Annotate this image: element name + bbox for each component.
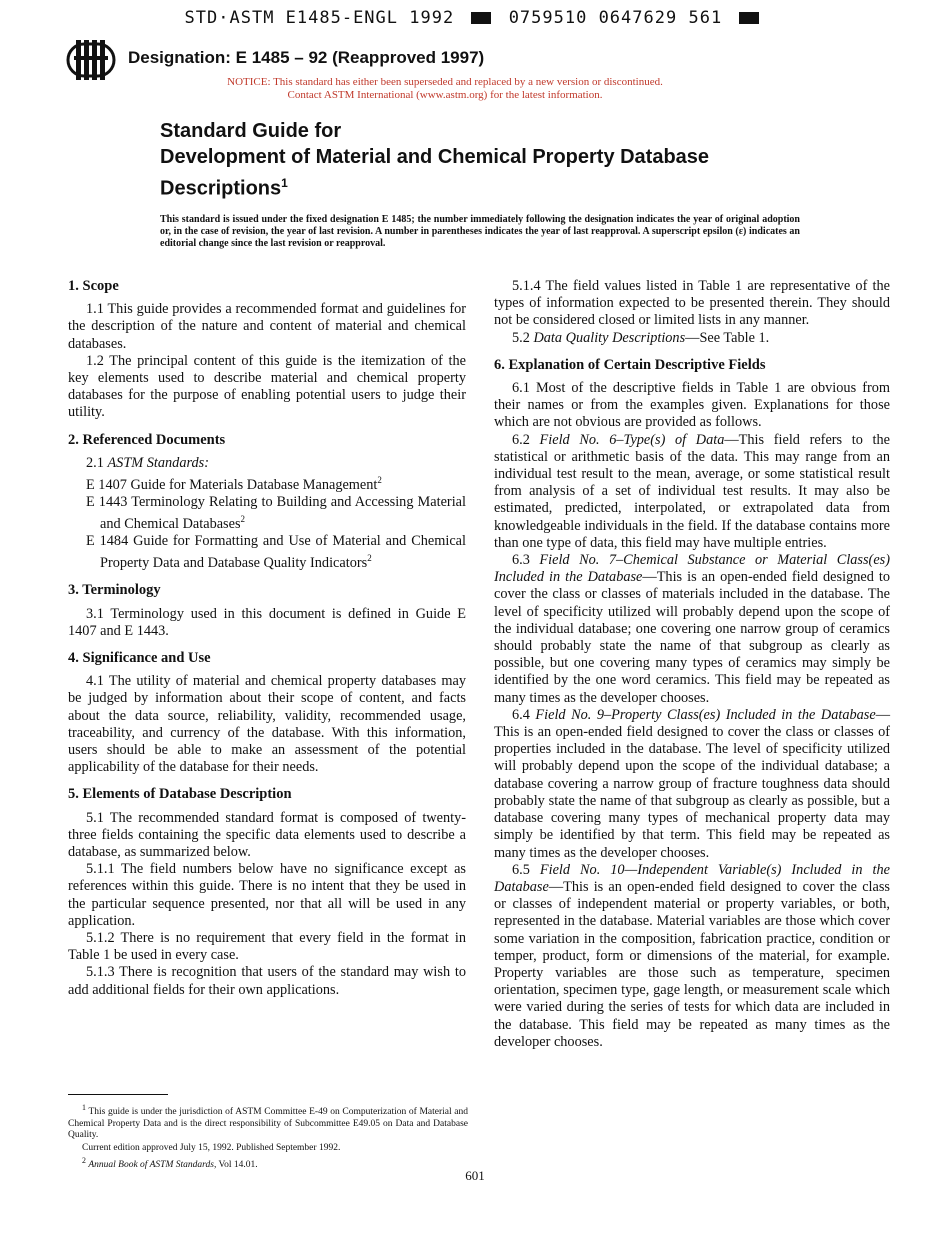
header-code-suffix: 561: [688, 8, 723, 28]
header-block-mark: [471, 12, 491, 24]
section-heading-referenced-documents: 2. Referenced Documents: [68, 431, 226, 448]
paragraph-6-1: 6.1 Most of the descriptive fields in Table 1 are obvious from their names or from the examples given. Explanations for those which are not obvious are provided as follows.: [494, 380, 890, 431]
notice-line-1: NOTICE: This standard has either been superseded and replaced by a new version or discontinued.: [227, 76, 663, 88]
notice-line-2: Contact ASTM International (www.astm.org) for the latest information.: [287, 89, 603, 101]
designation: Designation: E 1485 – 92 (Reapproved 1997): [128, 48, 485, 67]
title-line-2: Development of Material and Chemical Property Database: [160, 146, 710, 168]
section-heading-terminology: 3. Terminology: [68, 582, 161, 599]
header-code-left: STD·ASTM E1485-ENGL 1992: [184, 8, 455, 28]
paragraph-4-1: 4.1 The utility of material and chemical property databases may be judged by information about their scope of content, and facts about the data source, reliability, validity, recommended usage, traceability, and currency of the database. With this information, users should be able to make an assessment of the potential applicability of the database for their needs.: [68, 673, 466, 776]
paragraph-1-1: 1.1 This guide provides a recommended format and guidelines for the description of the nature and content of material and chemical databases.: [68, 301, 466, 352]
left-column: [68, 278, 466, 999]
paragraph-5-1-3: 5.1.3 There is recognition that users of the standard may wish to add additional fields for their own applications.: [68, 964, 466, 998]
reference-e1484: E 1484 Guide for Formatting and Use of Material and Chemical Property Data and Database Quality Indicators$^2$: [86, 533, 466, 572]
paragraph-2-1: 2.1 ASTM Standards:: [86, 454, 209, 471]
footnote-1-edition: Current edition approved July 15, 1992. Published September 1992.: [82, 1142, 341, 1153]
title-line-1: Standard Guide for: [160, 120, 342, 142]
issue-note: This standard is issued under the fixed designation E 1485; the number immediately following the designation indicates the year of original adoption or, in the case of revision, the year of last revision. A number in parentheses indicates the year of last reapproval. A superscript epsilon (ε) indicates an editorial change since the last revision or reapproval.: [160, 214, 800, 249]
footnote-2: $^2$ Annual Book of ASTM Standards, Vol 14.01.: [82, 1156, 258, 1171]
paragraph-6-4: 6.4 Field No. 9–Property Class(es) Included in the Database—This is an open-ended field designed to cover the class or classes of properties included in the database. The level of specificity utilized will probably depend upon the scope of the individual database; a database covering a narrow group of fracture toughness data should probably state the name of that subgroup as clearly as possible, but a database covering many types of mechanical property data may simply be identified by that term. This field may be repeated as many times as the developer chooses.: [494, 706, 890, 861]
footnote-divider: [68, 1094, 168, 1095]
paragraph-5-1-2: 5.1.2 There is no requirement that every field in the format in Table 1 be used in every case.: [68, 930, 466, 964]
document-header-code: [0, 8, 950, 28]
document-title: [160, 118, 860, 202]
header-block-mark-end: [739, 12, 759, 24]
section-heading-scope: 1. Scope: [68, 278, 119, 294]
right-column: [494, 278, 890, 1051]
footnotes: [68, 1102, 468, 1173]
paragraph-5-1: 5.1 The recommended standard format is composed of twenty-three fields containing the specific data elements used to describe a database, as summarized below.: [68, 809, 466, 860]
paragraph-5-1-4: 5.1.4 The field values listed in Table 1 are representative of the types of information expected to be presented therein. They should not be considered closed or limited lists in any manner.: [494, 278, 890, 329]
section-heading-explanation: 6. Explanation of Certain Descriptive Fields: [494, 356, 766, 373]
paragraph-3-1: 3.1 Terminology used in this document is defined in Guide E 1407 and E 1443.: [68, 605, 466, 639]
paragraph-5-2: 5.2 Data Quality Descriptions—See Table 1.: [512, 329, 770, 346]
paragraph-6-5: 6.5 Field No. 10—Independent Variable(s) Included in the Database—This is an open-ended field designed to cover the class or classes of independent material or property variables, or both, represented in the database. Material variables are those which cover some variation in the composition, fabrication practice, condition or temper, product, form or dimensions of the material, for example. Property variables are those such as temperature, specimen orientation, specimen type, gage length, or measurement scale which were varied during the series of tests for which data are included in the database. This field may be repeated as many times as the developer chooses.: [494, 861, 890, 1050]
title-line-3: Descriptions$^1$: [160, 176, 288, 200]
section-heading-elements: 5. Elements of Database Description: [68, 786, 292, 803]
page-number: 601: [465, 1168, 485, 1183]
section-heading-significance: 4. Significance and Use: [68, 649, 211, 666]
paragraph-5-1-1: 5.1.1 The field numbers below have no significance except as references within this guide. There is no intent that they be used in the particular sequence presented, nor that all will be used in any application.: [68, 861, 466, 929]
reference-e1443: E 1443 Terminology Relating to Building and Accessing Material and Chemical Databases$^2$: [86, 494, 466, 532]
header-code-right: 0759510 0647629: [508, 8, 678, 28]
paragraph-1-2: 1.2 The principal content of this guide is the itemization of the key elements used to describe material and chemical property databases for the purpose of enabling potential users to judge their utility.: [68, 352, 466, 421]
supersession-notice: [0, 76, 890, 102]
reference-e1407: E 1407 Guide for Materials Database Management$^2$: [86, 475, 382, 493]
paragraph-6-2: 6.2 Field No. 6–Type(s) of Data—This field refers to the statistical or arithmetic basis of the data. This may range from an individual test result to the mean, average, or some statistical result from analysis of a set of individual test results. It may also be estimated, predicted, interpolated, or extrapolated data from knowledgeable individuals in the field. If the database contains more than one type of data, this field may have multiple entries.: [494, 431, 890, 551]
title-footnote-ref: 1: [281, 176, 288, 190]
paragraph-6-3: 6.3 Field No. 7–Chemical Substance or Material Class(es) Included in the Database—This is an open-ended field designed to cover the class or classes of materials included in the database. The level of specificity utilized will probably depend upon the scope of the individual database; one covering one narrow group of ceramics should probably state the name of that subgroup as clearly as possible, but one covering many types of ceramics may simply be identified by the one word ceramics. This field may be repeated as many times as the developer chooses.: [494, 552, 890, 706]
footnote-1: $^1$ This guide is under the jurisdiction of ASTM Committee E-49 on Computerization of Material and Chemical Property Data and is the direct responsibility of Subcommittee E49.05 on Data and Database Quality.: [68, 1103, 468, 1141]
